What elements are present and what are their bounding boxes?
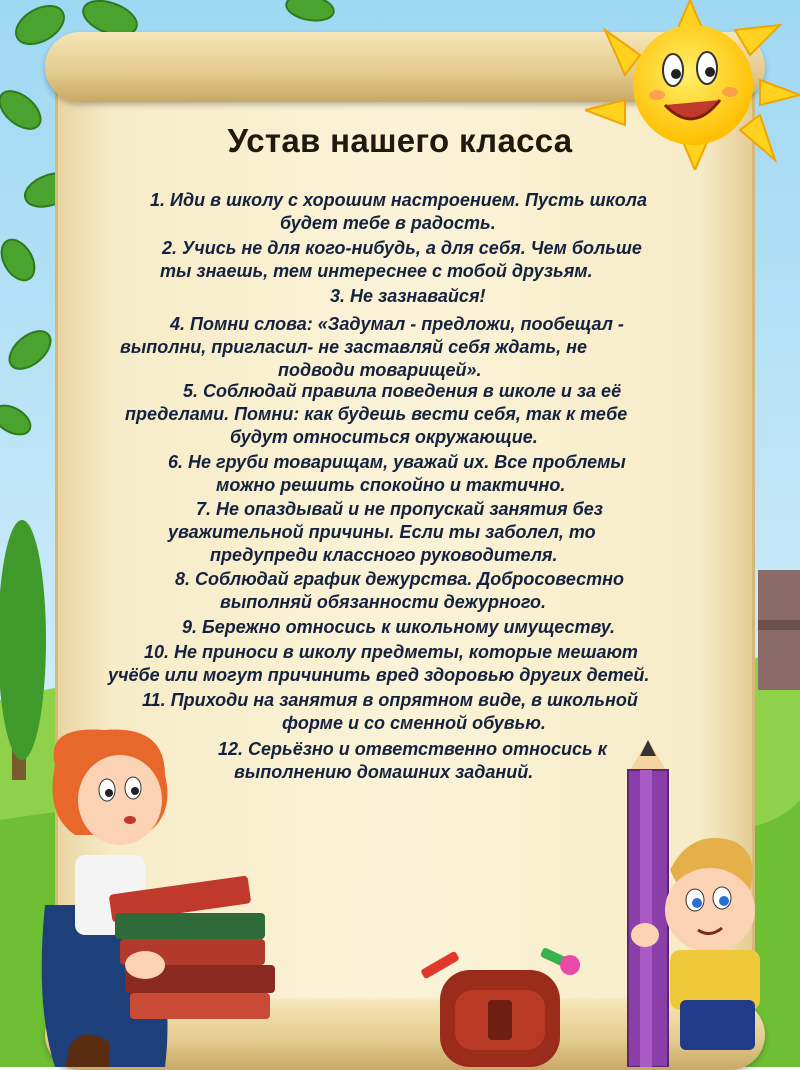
page-title: Устав нашего класса bbox=[227, 122, 573, 159]
rule-line: ты знаешь, тем интереснее с тобой друзьям. bbox=[160, 261, 593, 281]
rule-line: 10. Не приноси в школу предметы, которые мешают bbox=[144, 642, 638, 662]
rule-line: будут относиться окружающие. bbox=[230, 427, 538, 447]
rule-7 bbox=[168, 498, 603, 567]
boy-with-pencil-illustration bbox=[600, 740, 800, 1067]
rule-5 bbox=[125, 380, 627, 449]
school-bag-illustration bbox=[400, 940, 600, 1067]
rule-1 bbox=[150, 189, 647, 235]
rule-line: выполняй обязанности дежурного. bbox=[220, 592, 546, 612]
rule-line: выполни, пригласил- не заставляй себя ждать, не bbox=[120, 337, 588, 357]
rule-line: 2. Учись не для кого-нибудь, а для себя. Чем больше bbox=[162, 238, 642, 258]
rule-2 bbox=[160, 237, 642, 283]
rule-line: 5. Соблюдай правила поведения в школе и за её bbox=[183, 381, 622, 401]
rule-line: 6. Не груби товарищам, уважай их. Все проблемы bbox=[168, 452, 626, 472]
rule-line: 3. Не зазнавайся! bbox=[330, 286, 486, 306]
rule-line: 8. Соблюдай график дежурства. Добросовестно bbox=[175, 569, 624, 589]
rule-line: пределами. Помни: как будешь вести себя, так к тебе bbox=[125, 404, 628, 424]
rule-line: 11. Приходи на занятия в опрятном виде, в школьной bbox=[142, 690, 638, 710]
rule-8 bbox=[175, 568, 624, 614]
rule-line: 12. Серьёзно и ответственно относись к bbox=[218, 739, 607, 759]
rule-line: подводи товарищей». bbox=[278, 360, 482, 380]
rule-line: 4. Помни слова: «Задумал - предложи, пообещал - bbox=[170, 314, 624, 334]
rule-line: выполнению домашних заданий. bbox=[234, 762, 534, 782]
rule-line: учёбе или могут причинить вред здоровью других детей. bbox=[108, 665, 650, 685]
rule-line: 9. Бережно относись к школьному имуществу. bbox=[182, 617, 616, 637]
rule-line: будет тебе в радость. bbox=[280, 213, 496, 233]
girl-with-books-illustration bbox=[15, 725, 285, 1067]
rule-line: предупреди классного руководителя. bbox=[210, 545, 558, 565]
rule-line: форме и со сменной обувью. bbox=[282, 713, 546, 733]
rule-4 bbox=[120, 313, 624, 382]
rule-line: 1. Иди в школу с хорошим настроением. Пусть школа bbox=[150, 190, 648, 210]
rule-6 bbox=[168, 451, 626, 497]
rule-3 bbox=[330, 285, 486, 308]
rule-line: можно решить спокойно и тактично. bbox=[216, 475, 566, 495]
rule-10 bbox=[108, 641, 649, 687]
rule-line: 7. Не опаздывай и не пропускай занятия без bbox=[196, 499, 603, 519]
rule-9 bbox=[182, 616, 615, 639]
rule-line: уважительной причины. Если ты заболел, то bbox=[168, 522, 596, 542]
